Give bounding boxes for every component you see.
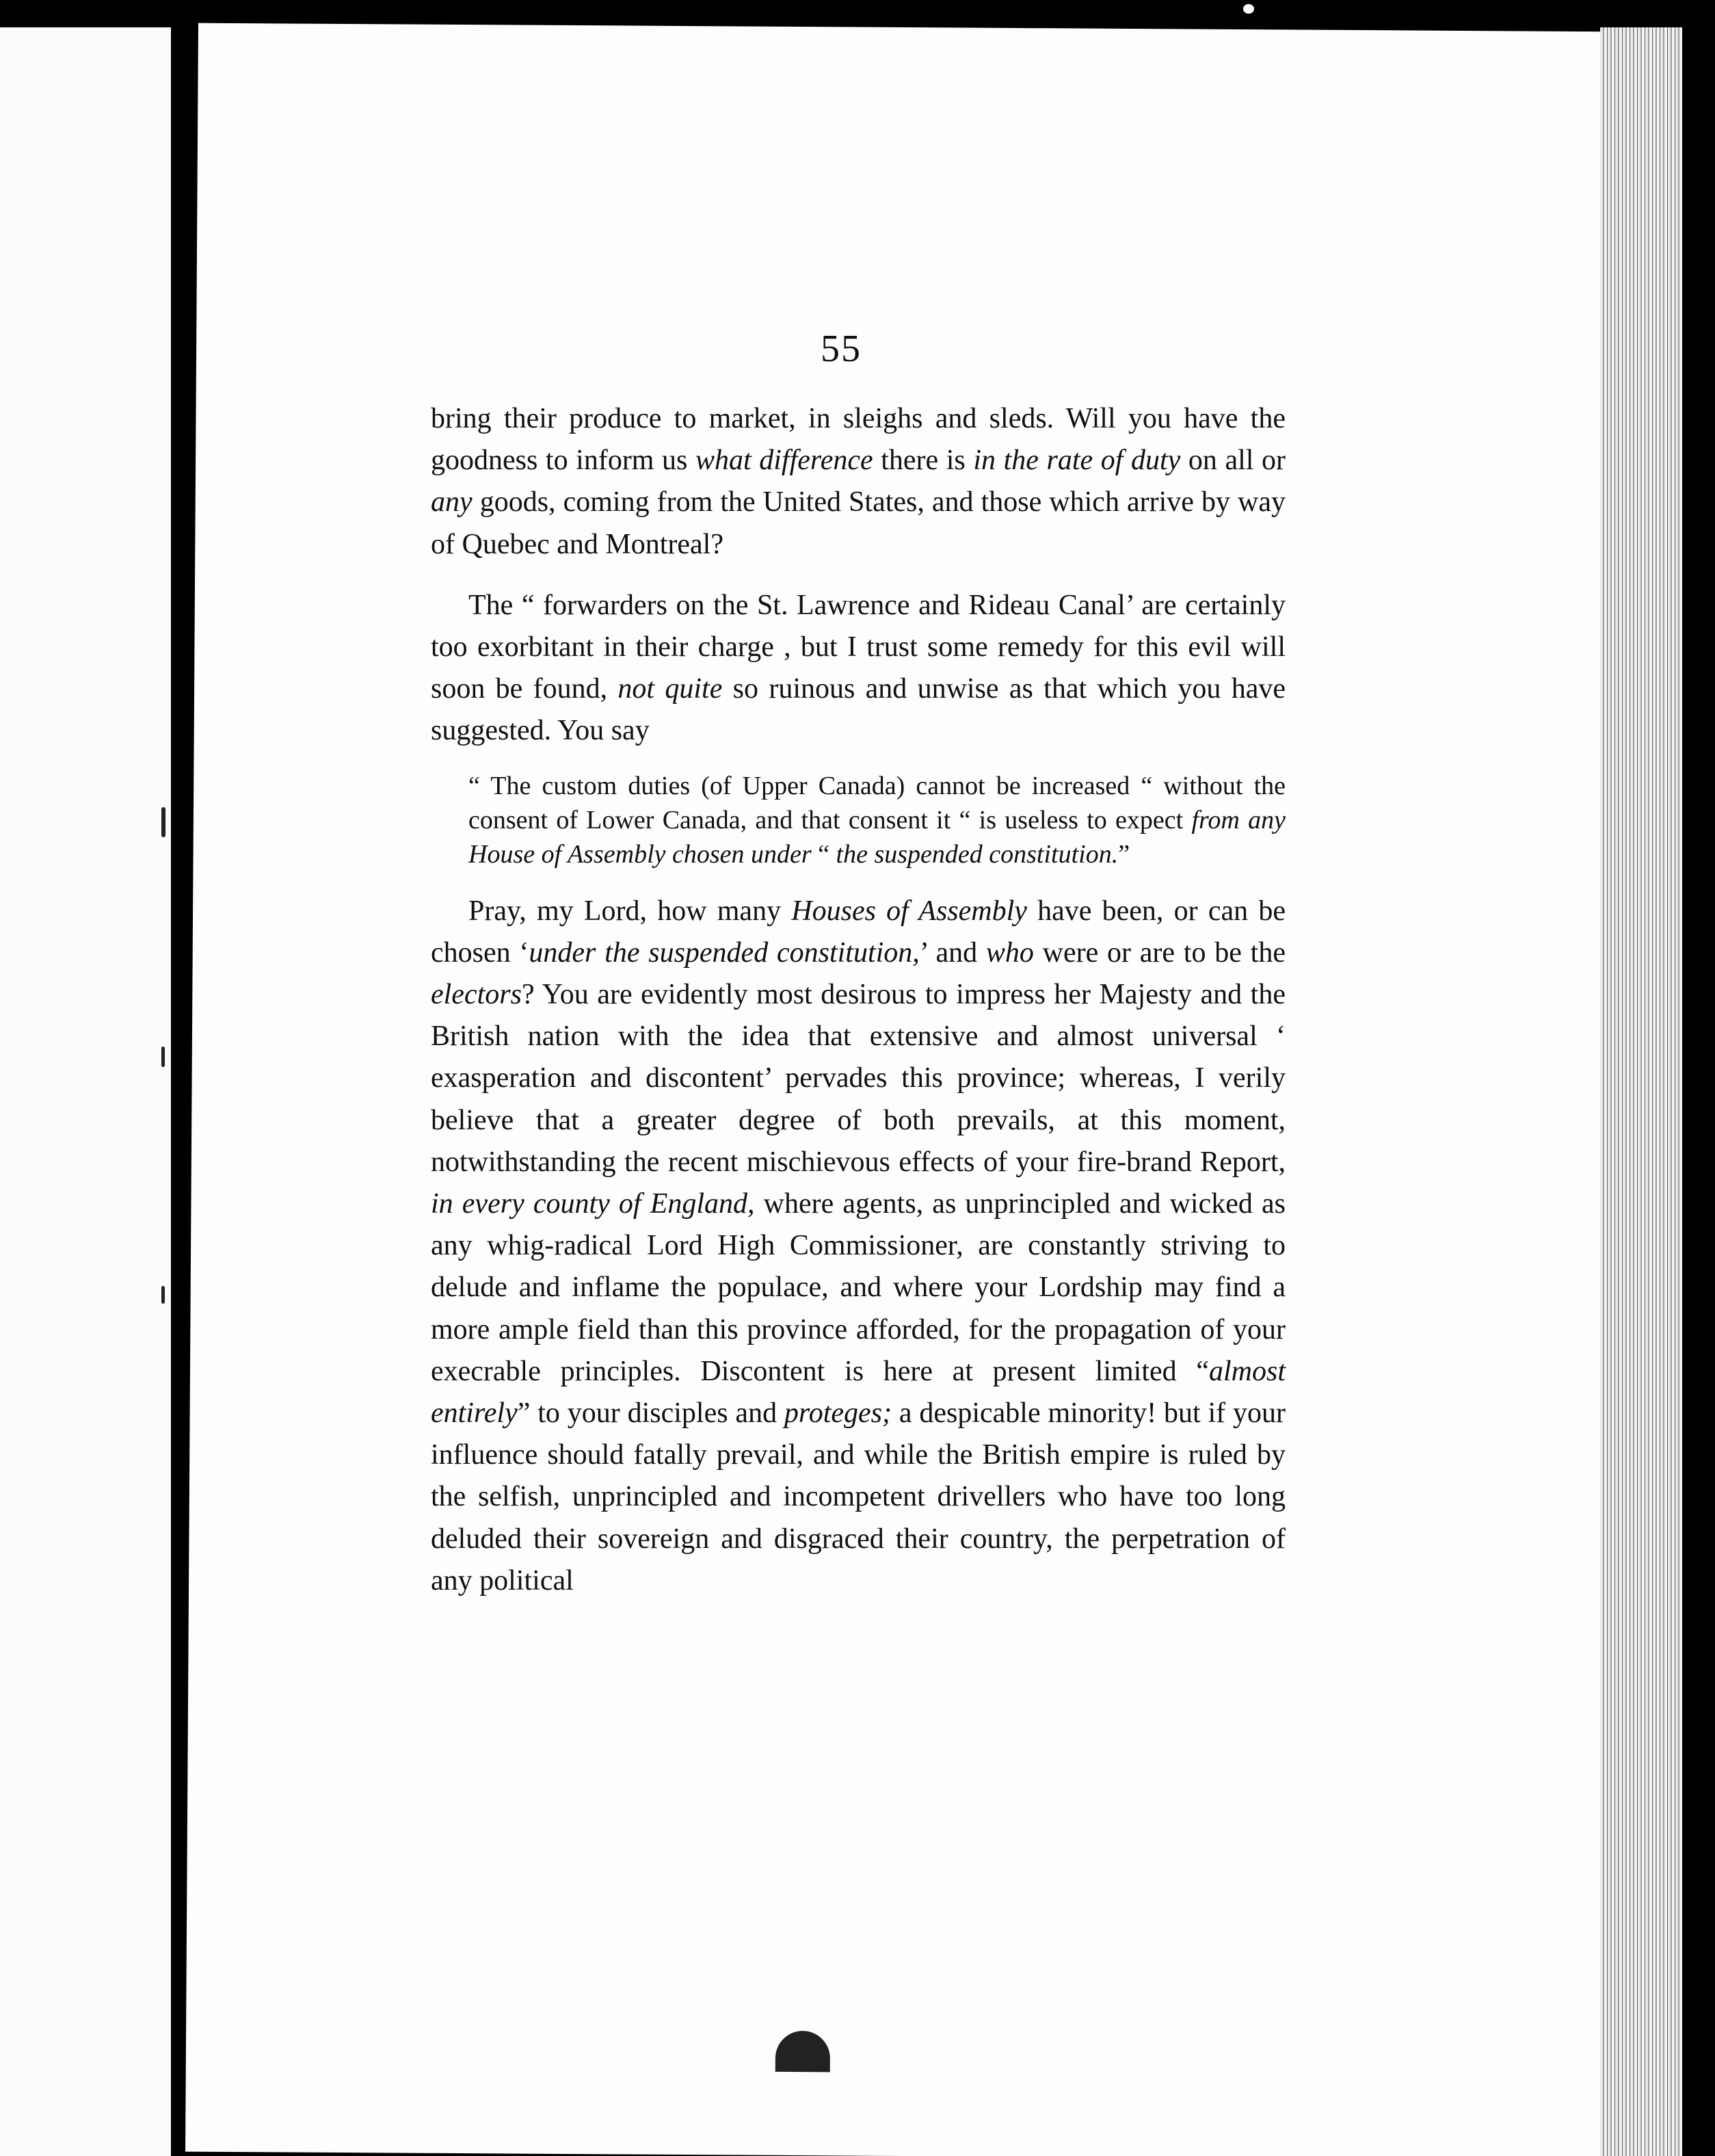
text-run: have been, or can be chosen ‘ bbox=[431, 895, 1286, 969]
text-run: “ The custom duties (of Upper Canada) cannot be increased “ without the consent of Lower Canada, and that consent it “ is useless to expect bbox=[468, 771, 1286, 834]
text-run: where agents, as unprincipled and wicked as any whig-radical Lord High Commissioner, are constantly striving to delude and inflame the populace, and where your Lordship may find a more ample field than this province afforded, for the propagation of your execrable principles. Discontent is here at present limited “ bbox=[431, 1188, 1286, 1387]
italic-run: who bbox=[985, 936, 1034, 969]
italic-run: from any House of Assembly chosen under bbox=[468, 805, 1286, 869]
text-run: goods, coming from the United States, and those which arrive by way of Quebec and Montreal? bbox=[431, 486, 1286, 560]
binding-mark bbox=[161, 1047, 165, 1067]
italic-run: almost entirely bbox=[431, 1355, 1286, 1430]
text-run: Pray, my Lord, how many bbox=[468, 895, 792, 927]
page-stack-edge bbox=[1600, 27, 1682, 2156]
italic-run: in every county of England, bbox=[431, 1188, 755, 1220]
paragraph-3 bbox=[431, 891, 1286, 1602]
binding-mark bbox=[161, 1286, 165, 1304]
paragraph-1 bbox=[431, 398, 1286, 566]
italic-run: any bbox=[431, 486, 473, 518]
italic-run: electors bbox=[431, 979, 522, 1011]
paragraph-2 bbox=[431, 585, 1286, 752]
text-run: so ruinous and unwise as that which you have suggested. You say bbox=[431, 673, 1286, 747]
text-run: ? You are evidently most desirous to impress her Majesty and the British nation with the idea that extensive and almost universal ‘ exasperation and discontent’ pervades this province; whereas, I verily believe that a greater degree of both prevails, at this moment, notwithstanding the recent mischievous effects of your fire-brand Report, bbox=[431, 979, 1286, 1178]
text-run: ’ and bbox=[919, 936, 986, 969]
italic-run: under the suspended constitution, bbox=[529, 936, 920, 969]
body-text bbox=[431, 398, 1286, 1602]
italic-run: proteges; bbox=[784, 1397, 892, 1430]
text-run: ” bbox=[1118, 839, 1130, 869]
text-run: bring their produce to market, in sleighs and sleds. Will you have the goodness to inform us bbox=[431, 403, 1286, 477]
text-run: “ bbox=[811, 839, 836, 869]
italic-run: what difference bbox=[695, 445, 873, 477]
scan-speck bbox=[1243, 4, 1254, 14]
text-run: were or are to be the bbox=[1033, 936, 1286, 969]
italic-run: in the rate of duty bbox=[973, 445, 1181, 477]
text-run: a despicable minority! but if your influence should fatally prevail, and while the British empire is ruled by the selfish, unprincipled and incompetent drivellers who have too long deluded their sovereign and disgraced their country, the perpetration of any political bbox=[431, 1397, 1286, 1596]
text-run: The “ forwarders on the St. Lawrence and Rideau Canal’ are certainly too exorbitant in their charge , but I trust some remedy for this evil will soon be found, bbox=[431, 589, 1286, 705]
page-number: 55 bbox=[821, 328, 862, 370]
facing-page-edge bbox=[0, 27, 171, 2156]
text-run: ” to your disciples and bbox=[517, 1397, 784, 1430]
text-run: on all or bbox=[1180, 445, 1286, 477]
binding-mark bbox=[161, 807, 165, 837]
page-bottom-notch bbox=[775, 2031, 830, 2072]
italic-run: the suspended constitution. bbox=[836, 839, 1119, 869]
italic-run: Houses of Assembly bbox=[791, 895, 1027, 927]
text-run: there is bbox=[873, 445, 974, 477]
block-quote bbox=[431, 769, 1286, 871]
italic-run: not quite bbox=[617, 673, 723, 705]
